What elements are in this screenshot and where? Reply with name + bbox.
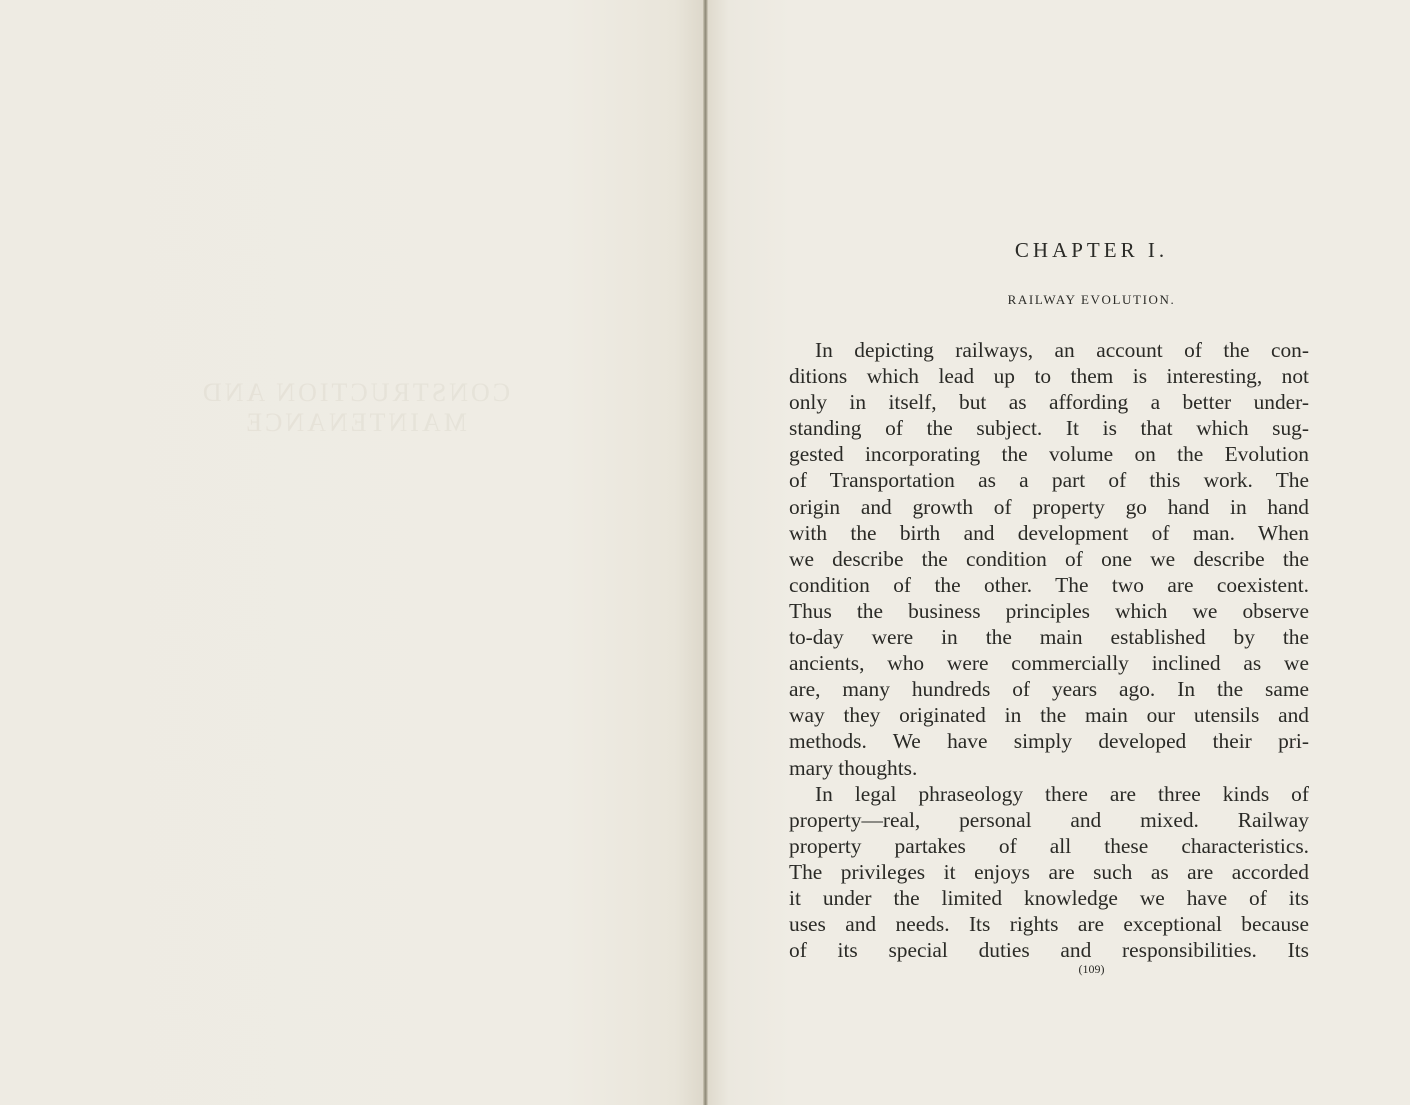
text-line: The privileges it enjoys are such as are accorded: [789, 859, 1309, 884]
paragraph-1: [789, 337, 1309, 781]
text-line: we describe the condition of one we describe the: [789, 546, 1309, 571]
text-line: Thus the business principles which we observe: [789, 598, 1309, 623]
text-line: to-day were in the main established by the: [789, 625, 1309, 650]
page-number: (109): [1078, 962, 1105, 976]
chapter-subtitle: RAILWAY EVOLUTION.: [1007, 292, 1176, 307]
text-line: only in itself, but as affording a better under-: [789, 390, 1309, 415]
chapter-heading: CHAPTER I.: [1014, 238, 1169, 262]
show-through-text: CONSTRUCTION AND MAINTENANCE: [199, 378, 511, 437]
text-line: of Transportation as a part of this work. The: [789, 468, 1309, 493]
text-line: methods. We have simply developed their pri-: [789, 729, 1309, 754]
text-line: condition of the other. The two are coexistent.: [789, 572, 1309, 597]
text-line: origin and growth of property go hand in hand: [789, 494, 1309, 519]
paragraph-2: [789, 781, 1309, 964]
text-line: standing of the subject. It is that which sug-: [789, 416, 1309, 441]
text-line: uses and needs. Its rights are exceptional because: [789, 912, 1309, 937]
text-line: it under the limited knowledge we have of its: [789, 885, 1309, 910]
text-line: of its special duties and responsibilities. Its: [789, 938, 1309, 963]
body-text: [789, 337, 1309, 963]
text-line: property partakes of all these characteristics.: [789, 833, 1309, 858]
text-line: ditions which lead up to them is interesting, not: [789, 364, 1309, 389]
left-page: [0, 0, 703, 1105]
text-line: property—real, personal and mixed. Railway: [789, 807, 1309, 832]
text-line: ancients, who were commercially inclined as we: [789, 651, 1309, 676]
text-line: In legal phraseology there are three kinds of: [815, 781, 1309, 806]
text-line: mary thoughts.: [789, 755, 918, 780]
text-line: way they originated in the main our utensils and: [789, 703, 1309, 728]
text-line: with the birth and development of man. When: [789, 520, 1309, 545]
text-line: In depicting railways, an account of the con-: [815, 338, 1309, 362]
text-line: gested incorporating the volume on the Evolution: [789, 442, 1309, 467]
right-page: [708, 0, 1410, 1105]
text-line: are, many hundreds of years ago. In the same: [789, 677, 1309, 702]
